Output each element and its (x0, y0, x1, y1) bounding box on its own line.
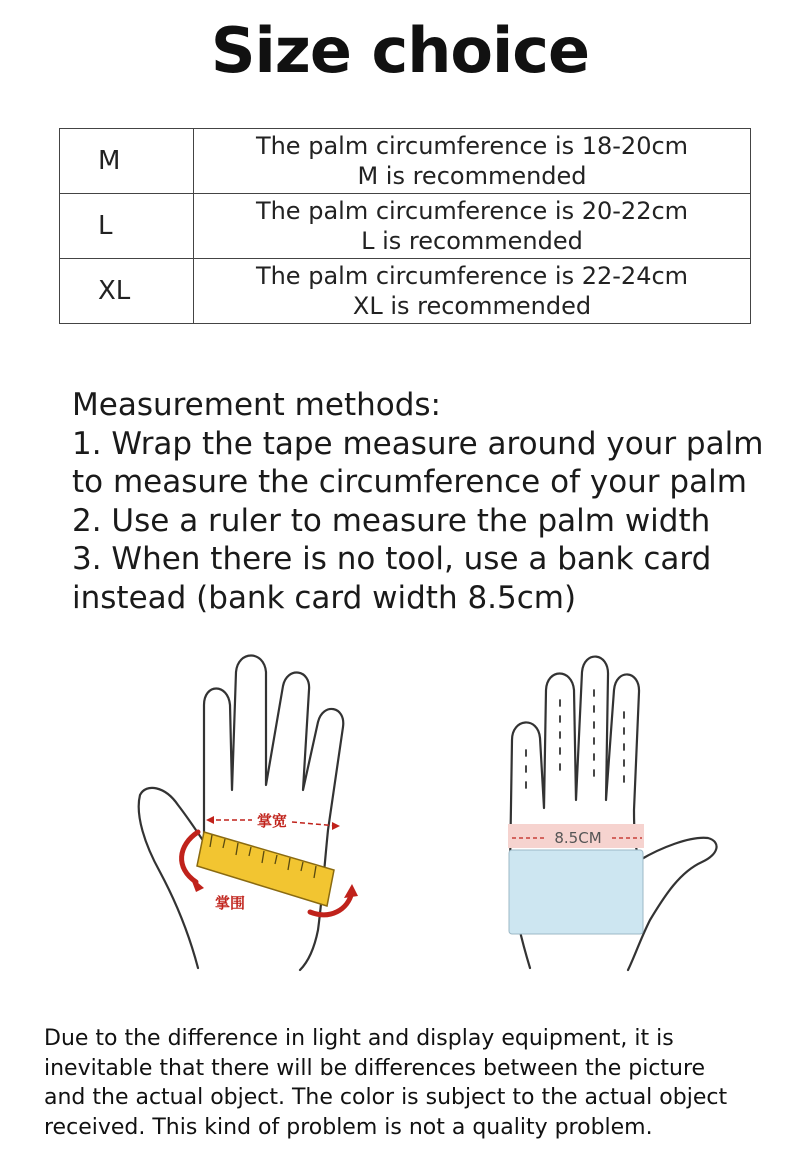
table-row (60, 194, 751, 259)
size-table (59, 128, 751, 324)
recommendation-text: M is recommended (357, 162, 587, 190)
arrow-head-icon (190, 876, 204, 892)
measurement-methods (72, 386, 772, 617)
method-line: 1. Wrap the tape measure around your palm (72, 425, 764, 462)
circumference-text: The palm circumference is 18-20cm (255, 132, 689, 160)
recommendation-text: XL is recommended (352, 292, 592, 320)
bank-card (509, 850, 643, 934)
card-width-label: 8.5CM (554, 829, 602, 847)
table-row (60, 129, 751, 194)
method-line: 3. When there is no tool, use a bank card (72, 541, 712, 577)
palm-circumference-label: 掌围 (214, 894, 246, 912)
circumference-text: The palm circumference is 22-24cm (255, 262, 689, 290)
disclaimer-line: and the actual object. The color is subject to the actual object (44, 1085, 728, 1110)
size-label: L (60, 194, 194, 259)
table-row (60, 259, 751, 324)
size-description (194, 194, 751, 259)
size-description (194, 259, 751, 324)
left-hand-illustration (139, 656, 344, 971)
hand-measurement-illustrations (0, 650, 800, 990)
size-description (194, 129, 751, 194)
palm-width-label: 掌宽 (256, 812, 288, 830)
method-line: 2. Use a ruler to measure the palm width (72, 502, 711, 539)
card-width-ruler (508, 824, 644, 848)
recommendation-text: L is recommended (361, 227, 583, 255)
disclaimer-line: received. This kind of problem is not a quality problem. (44, 1114, 653, 1140)
disclaimer-line: Due to the difference in light and display equipment, it is (44, 1026, 674, 1051)
arrow-head-icon (344, 884, 358, 898)
method-line: instead (bank card width 8.5cm) (72, 579, 577, 616)
disclaimer (44, 1024, 784, 1142)
method-line: to measure the circumference of your palm (72, 464, 747, 500)
size-label: XL (60, 259, 194, 324)
methods-heading: Measurement methods: (72, 387, 441, 423)
size-label: M (60, 129, 194, 194)
page-title: Size choice (210, 14, 590, 87)
palm-width-arrow (206, 812, 340, 830)
circumference-text: The palm circumference is 20-22cm (255, 197, 689, 225)
disclaimer-line: inevitable that there will be differences between the picture (44, 1055, 706, 1081)
